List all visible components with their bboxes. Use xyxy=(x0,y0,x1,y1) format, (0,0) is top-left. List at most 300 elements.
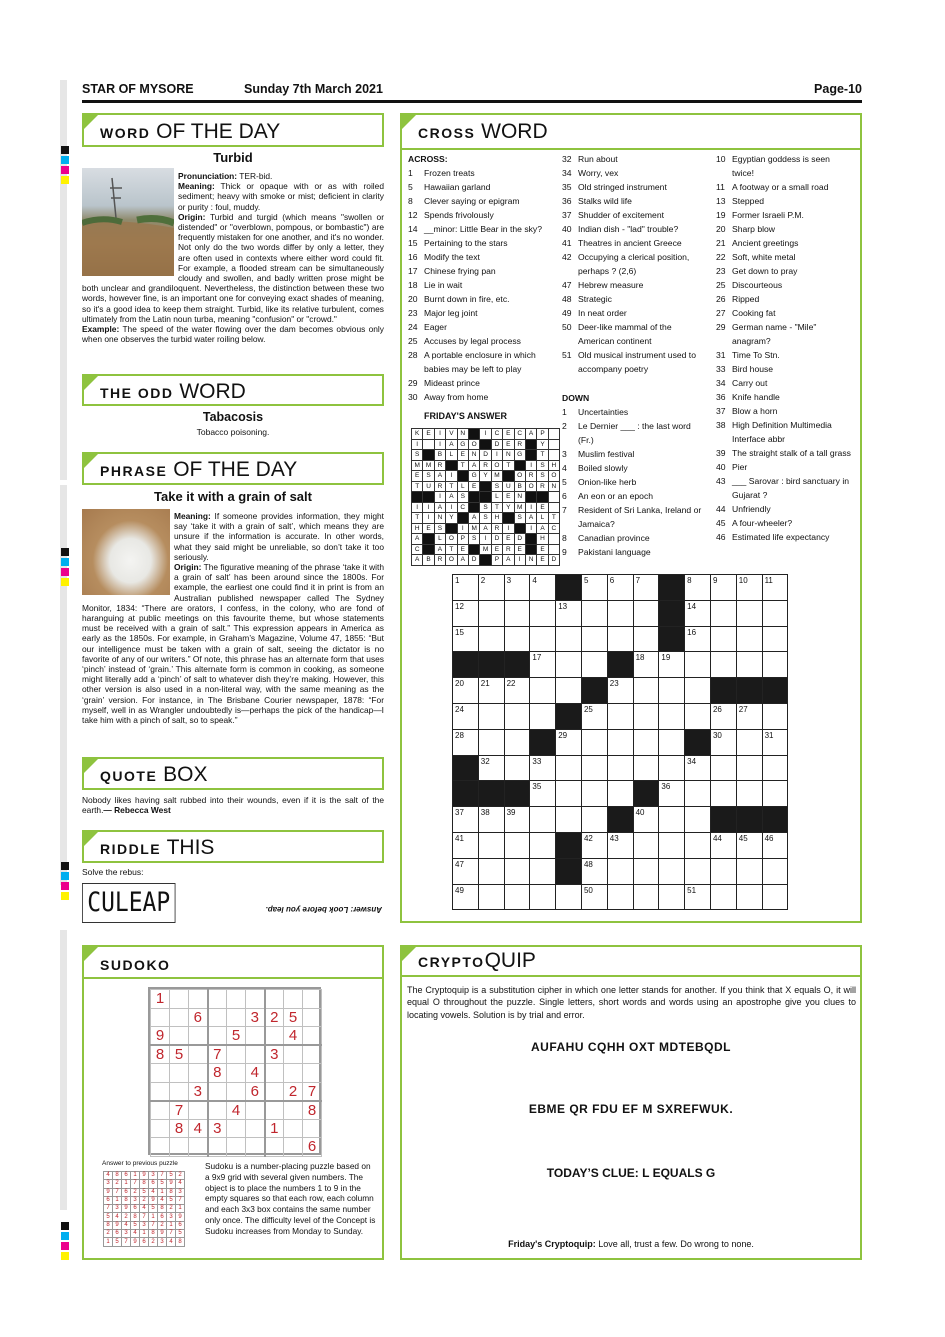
grid-cell xyxy=(303,1119,322,1138)
black-cell xyxy=(633,781,659,807)
grid-cell: O xyxy=(491,460,502,471)
grid-cell: U xyxy=(503,481,514,492)
grid-cell xyxy=(710,755,736,781)
clue-number: 4 xyxy=(562,463,567,473)
page-number: Page-10 xyxy=(814,82,862,96)
black-cell xyxy=(423,450,434,461)
quote-title: QUOTE BOX xyxy=(100,763,208,786)
grid-row xyxy=(412,429,560,440)
grid-cell: 9 xyxy=(167,1180,176,1188)
grid-row xyxy=(453,884,788,910)
grid-cell: O xyxy=(446,555,457,566)
color-swatch xyxy=(61,1252,69,1260)
grid-cell: 7 xyxy=(122,1238,131,1246)
grid-cell: 2 xyxy=(131,1188,140,1196)
grid-cell: C xyxy=(514,429,525,440)
black-cell xyxy=(736,807,762,833)
clue-item xyxy=(562,208,707,222)
grid-cell: 5 xyxy=(158,1180,167,1188)
grid-cell xyxy=(303,1064,322,1083)
grid-cell: 6 xyxy=(131,1205,140,1213)
grid-cell: T xyxy=(412,481,423,492)
clue-text: Chinese frying pan xyxy=(424,266,496,276)
grid-cell: S xyxy=(468,534,479,545)
riddle-prompt: Solve the rebus: xyxy=(82,867,144,877)
grid-cell xyxy=(685,703,711,729)
clue-item xyxy=(408,222,556,236)
grid-cell: 44 xyxy=(710,832,736,858)
grid-cell: 2 xyxy=(122,1213,131,1221)
grid-cell xyxy=(151,1082,170,1101)
grid-cell: 16 xyxy=(685,626,711,652)
clue-number: 37 xyxy=(716,406,726,416)
grid-cell: E xyxy=(423,429,434,440)
clue-item xyxy=(408,320,556,334)
grid-cell xyxy=(478,626,504,652)
grid-row xyxy=(412,439,560,450)
grid-cell: H xyxy=(412,523,423,534)
grid-row xyxy=(412,502,560,513)
grid-cell: E xyxy=(537,502,548,513)
grid-cell xyxy=(189,1138,208,1157)
margin-strip xyxy=(60,485,67,885)
grid-cell: N xyxy=(468,450,479,461)
grid-cell: 22 xyxy=(504,678,530,704)
grid-cell xyxy=(736,729,762,755)
grid-cell xyxy=(710,781,736,807)
grid-cell xyxy=(762,884,788,910)
margin-strip xyxy=(60,80,67,480)
grid-cell: E xyxy=(503,534,514,545)
grid-cell: R xyxy=(434,481,445,492)
grid-cell xyxy=(607,626,633,652)
clue-item xyxy=(408,180,556,194)
clue-item xyxy=(716,278,854,292)
grid-cell xyxy=(633,703,659,729)
grid-cell xyxy=(556,884,582,910)
grid-row xyxy=(104,1172,185,1180)
grid-cell xyxy=(710,600,736,626)
grid-cell: 7 xyxy=(633,575,659,601)
grid-cell xyxy=(530,678,556,704)
grid-cell xyxy=(556,781,582,807)
clue-text: The straight stalk of a tall grass xyxy=(732,448,851,458)
grid-cell: A xyxy=(434,471,445,482)
grid-row xyxy=(104,1213,185,1221)
black-cell xyxy=(423,544,434,555)
grid-cell: 39 xyxy=(504,807,530,833)
grid-cell: 40 xyxy=(633,807,659,833)
grid-row xyxy=(151,1064,322,1083)
grid-cell: 26 xyxy=(710,703,736,729)
down-clues-col3 xyxy=(716,152,854,544)
color-swatch xyxy=(61,568,69,576)
grid-cell: 6 xyxy=(303,1138,322,1157)
grid-cell: 4 xyxy=(530,575,556,601)
grid-cell: 2 xyxy=(158,1221,167,1229)
grid-cell: 2 xyxy=(265,1008,284,1027)
grid-cell: 1 xyxy=(151,990,170,1009)
grid-cell: 24 xyxy=(453,703,479,729)
black-cell xyxy=(453,755,479,781)
grid-cell xyxy=(170,990,189,1009)
grid-cell: 5 xyxy=(167,1196,176,1204)
color-swatch xyxy=(61,176,69,184)
grid-cell xyxy=(581,652,607,678)
grid-row xyxy=(453,781,788,807)
grid-cell: I xyxy=(525,460,536,471)
grid-cell: 29 xyxy=(556,729,582,755)
grid-cell: 8 xyxy=(122,1196,131,1204)
clue-text: Mideast prince xyxy=(424,378,480,388)
grid-cell: G xyxy=(514,450,525,461)
grid-cell xyxy=(633,600,659,626)
grid-cell xyxy=(189,990,208,1009)
grid-cell: I xyxy=(525,502,536,513)
page-header xyxy=(82,82,862,100)
grid-cell xyxy=(227,1119,246,1138)
grid-cell: 8 xyxy=(131,1213,140,1221)
clue-text: Run about xyxy=(578,154,618,164)
grid-cell: T xyxy=(537,450,548,461)
grid-cell xyxy=(633,678,659,704)
clue-item xyxy=(716,348,854,362)
grid-cell xyxy=(530,884,556,910)
color-swatch xyxy=(61,1242,69,1250)
grid-cell xyxy=(710,626,736,652)
grid-cell: 9 xyxy=(149,1196,158,1204)
clue-item xyxy=(562,545,707,559)
grid-cell: 7 xyxy=(158,1172,167,1180)
grid-cell xyxy=(736,858,762,884)
grid-cell xyxy=(227,990,246,1009)
clue-item xyxy=(716,306,854,320)
clue-text: Eager xyxy=(424,322,447,332)
grid-cell xyxy=(504,626,530,652)
color-swatch xyxy=(61,1232,69,1240)
clue-text: In neat order xyxy=(578,308,627,318)
grid-cell xyxy=(685,781,711,807)
grid-cell xyxy=(607,755,633,781)
grid-cell xyxy=(504,858,530,884)
grid-cell: 5 xyxy=(581,575,607,601)
grid-cell: 36 xyxy=(659,781,685,807)
grid-cell: 45 xyxy=(736,832,762,858)
grid-cell: 8 xyxy=(176,1238,185,1246)
grid-cell xyxy=(556,652,582,678)
clue-number: 43 xyxy=(716,476,726,486)
clue-text: Spends frivolously xyxy=(424,210,494,220)
grid-cell: 49 xyxy=(453,884,479,910)
corner-triangle xyxy=(84,454,98,468)
clue-item xyxy=(562,152,707,166)
grid-cell: 4 xyxy=(149,1188,158,1196)
clue-text: Get down to pray xyxy=(732,266,798,276)
grid-cell: E xyxy=(537,544,548,555)
grid-cell: 8 xyxy=(158,1205,167,1213)
clue-text: ___ Sarovar : bird sanctuary in Gujarat ? xyxy=(732,476,850,500)
grid-cell: 8 xyxy=(149,1230,158,1238)
clue-number: 34 xyxy=(562,168,572,178)
black-cell xyxy=(446,460,457,471)
grid-cell xyxy=(556,678,582,704)
grid-cell: 35 xyxy=(530,781,556,807)
grid-cell xyxy=(227,1064,246,1083)
grid-row xyxy=(151,1027,322,1046)
grid-cell: S xyxy=(412,450,423,461)
grid-cell: A xyxy=(525,513,536,524)
black-cell xyxy=(453,652,479,678)
grid-cell xyxy=(762,858,788,884)
grid-row xyxy=(453,678,788,704)
grid-row xyxy=(453,832,788,858)
grid-cell: 3 xyxy=(158,1238,167,1246)
clue-text: Resident of Sri Lanka, Ireland or Jamaica? xyxy=(578,505,702,529)
grid-cell: L xyxy=(434,534,445,545)
grid-cell: M xyxy=(468,523,479,534)
grid-cell: 3 xyxy=(176,1188,185,1196)
grid-row xyxy=(104,1221,185,1229)
clue-number: 32 xyxy=(562,154,572,164)
black-cell xyxy=(530,729,556,755)
grid-row xyxy=(453,807,788,833)
grid-cell: 2 xyxy=(149,1238,158,1246)
corner-triangle xyxy=(84,759,98,773)
grid-cell: 5 xyxy=(149,1205,158,1213)
grid-cell: Y xyxy=(503,502,514,513)
grid-cell: 3 xyxy=(122,1230,131,1238)
grid-cell: 7 xyxy=(208,1045,227,1064)
clue-number: 19 xyxy=(716,210,726,220)
black-cell xyxy=(659,575,685,601)
grid-row xyxy=(412,471,560,482)
grid-cell: 10 xyxy=(736,575,762,601)
grid-row xyxy=(412,450,560,461)
grid-cell: 33 xyxy=(530,755,556,781)
clue-number: 5 xyxy=(408,182,413,192)
black-cell xyxy=(525,544,536,555)
clue-number: 16 xyxy=(408,252,418,262)
clue-item xyxy=(408,390,556,404)
grid-cell: S xyxy=(480,502,491,513)
clue-text: Modify the text xyxy=(424,252,480,262)
black-cell xyxy=(556,858,582,884)
grid-cell: 46 xyxy=(762,832,788,858)
grid-cell xyxy=(762,755,788,781)
grid-cell: E xyxy=(412,471,423,482)
grid-cell xyxy=(685,858,711,884)
sudoku-grid xyxy=(150,989,322,1157)
color-swatch xyxy=(61,166,69,174)
black-cell xyxy=(480,481,491,492)
clue-text: A four-wheeler? xyxy=(732,518,793,528)
grid-cell: 6 xyxy=(122,1172,131,1180)
clue-item xyxy=(562,292,707,306)
odd-word-title-box xyxy=(82,374,384,406)
clue-item xyxy=(408,306,556,320)
clue-text: __minor: Little Bear in the sky? xyxy=(424,224,542,234)
grid-cell: D xyxy=(548,555,559,566)
grid-cell: 5 xyxy=(284,1008,303,1027)
clue-number: 5 xyxy=(562,477,567,487)
clue-text: Indian dish - "lad" trouble? xyxy=(578,224,679,234)
grid-cell: 4 xyxy=(176,1180,185,1188)
grid-cell xyxy=(736,884,762,910)
grid-cell xyxy=(189,1064,208,1083)
riddle-answer: Answer: Look before you leap. xyxy=(265,905,382,914)
grid-cell: 25 xyxy=(581,703,607,729)
grid-cell xyxy=(530,600,556,626)
grid-cell: 9 xyxy=(122,1205,131,1213)
grid-cell: 9 xyxy=(710,575,736,601)
grid-cell xyxy=(581,755,607,781)
clue-text: Old musical instrument used to accompany poetry xyxy=(578,350,696,374)
grid-cell: 12 xyxy=(453,600,479,626)
grid-cell xyxy=(246,1045,265,1064)
grid-cell: 38 xyxy=(478,807,504,833)
clue-text: German name - "Mile" anagram? xyxy=(732,322,817,346)
grid-cell: 8 xyxy=(208,1064,227,1083)
grid-cell: P xyxy=(457,534,468,545)
word-of-day-body: Pronunciation: TER-bid. Meaning: Thick or opaque with or as with roiled sediment; heavy with smoke or mist; deficient in clarity or purity : foul, muddy. Origin: Turbid and turgid (which means "swollen or distended" or "overblown, pompous, or bombastic") are frequently mistaken for one another, and it's no wonder. Not only do the two words differ by only a letter, they are often used in contexts where either word could fit. For example, a flooded stream can be simultaneously cloudy and swollen, and badly written prose might be both unclear and grandiloquent. Nevertheless, the distinction between these two words, however fine, is an important one for conveying exact shades of meaning, so it's a good idea to keep them straight. Turbid, like its relative turbulent, comes ultimately from the Latin noun turba, meaning "confusion" or "crowd." Example: The speed of the water flowing over the dam becomes obvious only when one observes the turbid water roiling below. xyxy=(82,171,384,345)
cryptoquip-line1: AUFAHU CQHH OXT MDTEBQDL xyxy=(531,1040,731,1054)
grid-cell: H xyxy=(537,534,548,545)
crossword-grid xyxy=(452,574,788,910)
grid-cell xyxy=(556,755,582,781)
grid-cell xyxy=(265,1138,284,1157)
clue-text: Bird house xyxy=(732,364,774,374)
grid-row xyxy=(151,990,322,1009)
grid-cell: 18 xyxy=(633,652,659,678)
grid-cell: L xyxy=(457,481,468,492)
grid-cell xyxy=(151,1064,170,1083)
grid-cell: 11 xyxy=(762,575,788,601)
clue-item xyxy=(562,236,707,250)
grid-cell: 4 xyxy=(246,1064,265,1083)
grid-cell: 7 xyxy=(170,1101,189,1120)
corner-triangle xyxy=(84,115,98,129)
corner-triangle xyxy=(84,947,98,961)
color-swatch xyxy=(61,578,69,586)
grid-cell xyxy=(685,652,711,678)
grid-cell: O xyxy=(468,439,479,450)
grid-cell: 4 xyxy=(284,1027,303,1046)
black-cell xyxy=(710,678,736,704)
grid-row xyxy=(151,1045,322,1064)
clue-text: A portable enclosure in which babies may be left to play xyxy=(424,350,536,374)
clue-number: 45 xyxy=(716,518,726,528)
grid-cell: 31 xyxy=(762,729,788,755)
grid-cell: 3 xyxy=(504,575,530,601)
grid-cell: T xyxy=(491,502,502,513)
grid-cell: I xyxy=(491,450,502,461)
grid-cell: 6 xyxy=(104,1196,113,1204)
clue-item xyxy=(408,278,556,292)
corner-triangle xyxy=(84,376,98,390)
black-cell xyxy=(480,439,491,450)
grid-cell: 7 xyxy=(113,1188,122,1196)
down-heading: DOWN xyxy=(562,393,590,403)
grid-cell: R xyxy=(434,555,445,566)
grid-row xyxy=(453,729,788,755)
grid-cell: 21 xyxy=(478,678,504,704)
grid-cell: L xyxy=(446,450,457,461)
clue-item xyxy=(562,447,707,461)
clue-number: 39 xyxy=(716,448,726,458)
black-cell xyxy=(525,450,536,461)
grid-row xyxy=(412,523,560,534)
grid-row xyxy=(453,575,788,601)
clue-text: Pier xyxy=(732,462,748,472)
grid-cell: 6 xyxy=(149,1180,158,1188)
clue-number: 17 xyxy=(408,266,418,276)
grid-cell: 2 xyxy=(140,1196,149,1204)
grid-cell xyxy=(633,858,659,884)
grid-cell: A xyxy=(412,534,423,545)
grid-cell xyxy=(265,1064,284,1083)
grid-cell: R xyxy=(480,460,491,471)
grid-row xyxy=(453,858,788,884)
grid-cell xyxy=(633,755,659,781)
grid-cell: 7 xyxy=(167,1230,176,1238)
grid-cell: E xyxy=(503,429,514,440)
clue-number: 27 xyxy=(716,308,726,318)
grid-cell xyxy=(246,1138,265,1157)
clue-text: Stepped xyxy=(732,196,765,206)
grid-cell: E xyxy=(423,523,434,534)
grid-cell: S xyxy=(457,492,468,503)
grid-cell xyxy=(303,990,322,1009)
clue-text: Frozen treats xyxy=(424,168,475,178)
color-swatch xyxy=(61,156,69,164)
clue-text: Accuses by legal process xyxy=(424,336,521,346)
clue-number: 47 xyxy=(562,280,572,290)
grid-cell xyxy=(478,729,504,755)
clue-number: 3 xyxy=(562,449,567,459)
grid-cell: C xyxy=(412,544,423,555)
black-cell xyxy=(504,781,530,807)
grid-cell xyxy=(303,1045,322,1064)
grid-cell xyxy=(762,652,788,678)
clue-number: 9 xyxy=(562,547,567,557)
grid-cell: 4 xyxy=(158,1196,167,1204)
grid-cell: 9 xyxy=(151,1027,170,1046)
clue-item xyxy=(408,292,556,306)
clue-text: Major leg joint xyxy=(424,308,478,318)
grid-cell: 1 xyxy=(104,1238,113,1246)
grid-cell: 4 xyxy=(227,1101,246,1120)
grid-cell xyxy=(246,1027,265,1046)
clue-number: 1 xyxy=(562,407,567,417)
grid-cell xyxy=(685,807,711,833)
clue-item xyxy=(716,180,854,194)
clue-number: 42 xyxy=(562,252,572,262)
grid-cell: 13 xyxy=(556,600,582,626)
grid-cell: 3 xyxy=(246,1008,265,1027)
grid-cell xyxy=(581,600,607,626)
color-swatch xyxy=(61,1222,69,1230)
grid-cell: 4 xyxy=(131,1230,140,1238)
grid-cell: 9 xyxy=(131,1238,140,1246)
clue-item xyxy=(562,320,707,348)
grid-cell: L xyxy=(491,492,502,503)
grid-cell: 51 xyxy=(685,884,711,910)
grid-cell: E xyxy=(457,450,468,461)
clue-number: 24 xyxy=(408,322,418,332)
grid-cell: T xyxy=(548,513,559,524)
grid-cell: 42 xyxy=(581,832,607,858)
grid-cell xyxy=(151,1138,170,1157)
